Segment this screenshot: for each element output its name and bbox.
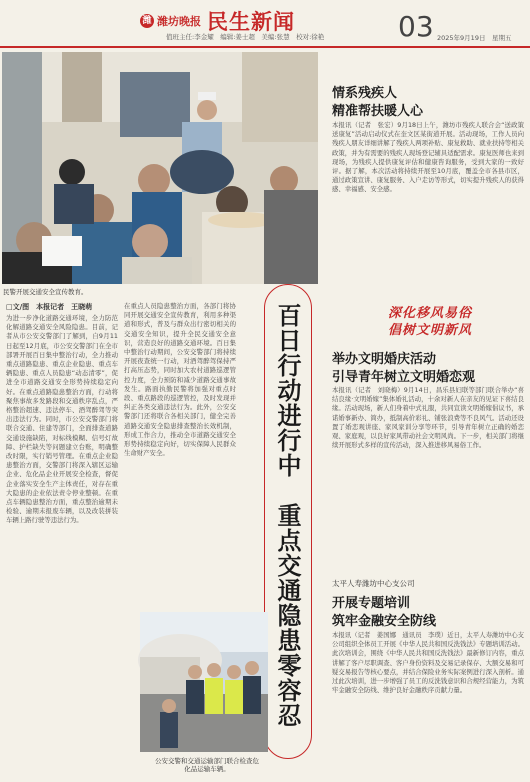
story-kicker: 太平人寿潍坊中心支公司 [332,579,415,588]
story-body: 本报讯（记者 刘晓梅）9月14日，昌乐县妇联等部门联合举办“喜结良缘·文明婚嫁”集体婚礼活动，十余对新人在亲友的见证下喜结良缘。活动现场，新人们身着中式礼服，共同宣读文明婚嫁倡议书，承诺婚事新办、简办，抵制高价彩礼、铺张浪费等不良风气。活动还设置了婚恋观讲座、家风家训分享等环节，引导青年树立正确的婚恋观、家庭观，以良好家风带动社会文明风尚。下一步，相关部门将继续开展形式多样的宣传活动，深入推进移风易俗工作。 [332,386,524,450]
page-header [0,0,530,48]
editor-credits: 值班主任:李金耀 编辑:姜士超 美编:张慧 校对:徐艳 [166,33,325,41]
newspaper-logo-icon: 潍 [140,14,154,28]
main-headline-text: 百日行动进行中 重点交通隐患零容忍 [273,303,302,728]
traffic-safety-education-photo [2,52,318,284]
story-body: 本报讯（记者 张宏）9月18日上午，潍坊市残疾人联合会“送政策 送康复”活动启动仪式在奎文区某街道开展。活动现场，工作人员向残疾人朋友详细讲解了残疾人两项补贴、康复救助、就业扶持等相关政策，并为有需要的残疾人现场登记辅具适配需求。康复医师也来到现场，为残疾人提供康复评估和健康咨询服务，受到大家的一致好评。据了解，本次活动将持续开展至10月底，覆盖全市各县市区，通过政策宣讲、康复服务、入户走访等形式，切实提升残疾人的获得感、幸福感、安全感。 [332,121,530,194]
article-body-column-2: 在重点人员隐患整治方面，各部门将协同开展交通安全宣传教育，利用多种渠道和形式，普及与群众出行密切相关的交通安全知识，提升全民交通安全意识，营造良好的道路交通环境。百日集中整治行动期间，公安交警部门将持续开展夜查统一行动，对酒驾醉驾保持严打高压态势，同时加大农村道路巡逻管控力度，全力预防和减少道路交通事故发生。路面执勤民警将加强对重点时段、重点路段的巡逻管控，及时发现并纠正各类交通违法行为。此外，公安交警部门还将联合各相关部门，健全完善道路交通安全隐患排查整治长效机制，形成工作合力，推动全市道路交通安全形势持续稳定向好，切实保障人民群众生命财产安全。 [124,302,236,458]
slogan-banner [339,302,521,338]
article-byline: □文/图 本报记者 王晓萌 [6,303,93,311]
story-title: 筑牢金融安全防线 [332,614,437,629]
story-title: 引导青年树立文明婚恋观 [332,370,476,385]
slogan-line-2: 倡树文明新风 [387,323,472,338]
article-body-column-1: 为进一步净化道路交通环境，全力防范化解道路交通安全风险隐患。目前，记者从市公安交警部门了解到，自9月11日起至12月底，市公安交警部门在全市部署开展百日集中整治行动，全力推动重点道路隐患、重点企业隐患、重点车辆隐患、重点人员隐患“动态清零”，促进全市道路交通安全形势持续稳定向好。在重点道路隐患整治方面，行动将聚焦事故多发路段和交通秩序乱点，严格整治超速、违法停车、酒驾醉驾等突出违法行为。同时，市公安交警部门将联合交通、住建等部门，全面排查道路交通设施缺陷，对标线模糊、信号灯故障、护栏缺失等问题建立台账，明确整改时限，实行销号管理。在重点企业隐患整治方面，交警部门将深入辖区运输企业、危化品企业开展安全检查，督促企业落实安全生产主体责任，对存在重大隐患的企业依法责令停业整顿。在重点车辆隐患整治方面，重点整治逾期未检验、逾期未报废车辆，以及改装拼装车辆上路行驶等违法行为。 [6,314,118,525]
main-headline [264,284,312,759]
page-number: 03 [398,10,434,43]
issue-date: 2025年9月19日 星期五 [437,34,512,42]
inspection-photo [140,612,268,752]
section-title: 民生新闻 [207,9,295,34]
newspaper-name: 潍坊晚报 [157,15,201,28]
story-title: 举办文明婚庆活动 [332,352,437,367]
story-title: 精准帮扶暖人心 [332,104,424,119]
slogan-line-1: 深化移风易俗 [387,306,472,321]
photo-caption: 民警开展交通安全宣传教育。 [3,288,88,296]
story-body: 本报讯（记者 姜国娜 通讯员 李璞）近日，太平人寿潍坊中心支公司组织全体员工开展《中华人民共和国反洗钱法》专题培训活动。此次培训会，围绕《中华人民共和国反洗钱法》最新修订内容，重点讲解了客户尽职调查、客户身份资料及交易记录保存、大额交易和可疑交易报告等核心要点，并结合保险业务实际案例进行深入剖析。通过此次培训，进一步增强了员工的反洗钱意识和合规经营能力，为筑牢金融安全防线、维护良好金融秩序贡献力量。 [332,631,524,695]
story-title: 情系残疾人 [332,86,398,101]
story-title: 开展专题培训 [332,596,411,611]
photo-caption-2: 公安交警和交通运输部门联合检查危化品运输车辆。 [155,757,259,773]
